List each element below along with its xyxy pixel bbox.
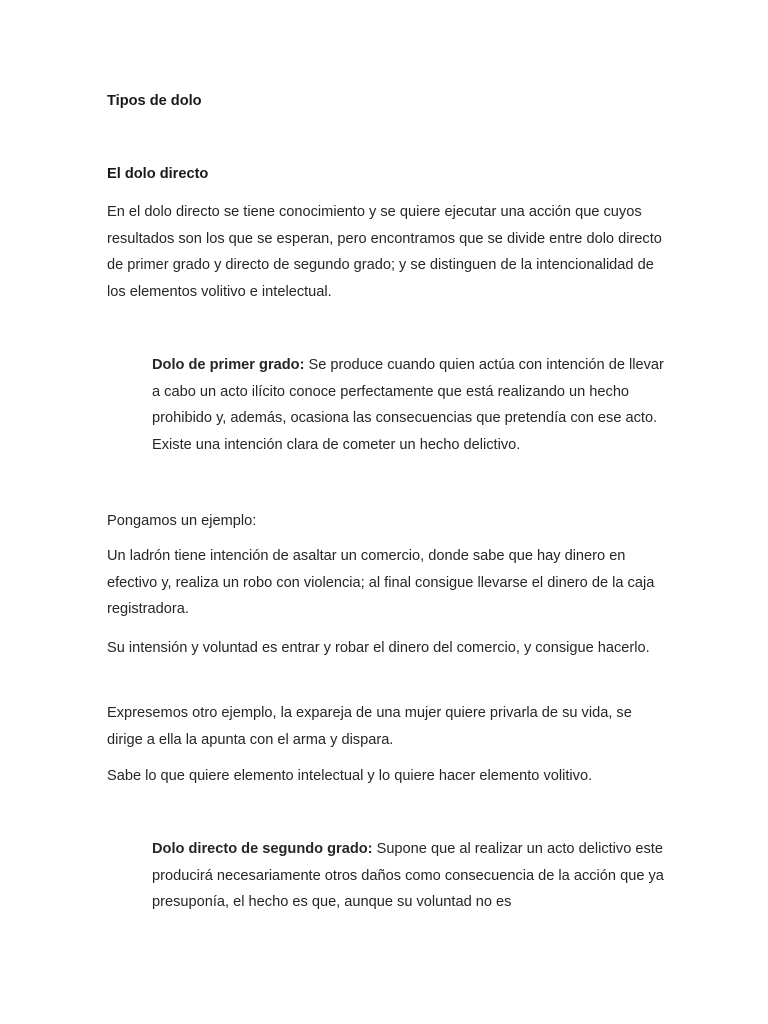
section-heading: El dolo directo xyxy=(107,166,209,182)
document-title: Tipos de dolo xyxy=(107,93,202,109)
example-2-note: Sabe lo que quiere elemento intelectual y lo quiere hacer elemento volitivo. xyxy=(107,768,593,784)
example-1-paragraph: Un ladrón tiene intención de asaltar un comercio, donde sabe que hay dinero en efectivo y, realiza un robo con violencia; al final consigue llevarse el dinero de la caja registradora. xyxy=(107,548,655,618)
first-degree-text: Se produce cuando quien actúa con intención de llevar a cabo un acto ilícito conoce perfectamente que está realizando un hecho prohibido y, además, ocasiona las consecuencias que pretendía con ese acto. Existe una intención clara de cometer un hecho delictivo. xyxy=(152,357,664,454)
example-intro: Pongamos un ejemplo: xyxy=(107,513,257,529)
second-degree-text: Supone que al realizar un acto delictivo este producirá necesariamente otros daños como consecuencia de la acción que ya presuponía, el hecho es que, aunque su voluntad no es xyxy=(152,841,664,911)
intro-paragraph: En el dolo directo se tiene conocimiento y se quiere ejecutar una acción que cuyos resultados son los que se esperan, pero encontramos que se divide entre dolo directo de primer grado y directo de segundo grado; y se distinguen de la intencionalidad de los elementos volitivo e intelectual. xyxy=(107,204,662,301)
first-degree-term: Dolo de primer grado: xyxy=(152,357,305,373)
example-1-note: Su intensión y voluntad es entrar y robar el dinero del comercio, y consigue hacerlo. xyxy=(107,640,650,656)
second-degree-term: Dolo directo de segundo grado: xyxy=(152,841,373,857)
first-degree-paragraph xyxy=(152,352,672,459)
example-2-paragraph: Expresemos otro ejemplo, la expareja de una mujer quiere privarla de su vida, se dirige a ella la apunta con el arma y dispara. xyxy=(107,705,632,748)
second-degree-paragraph xyxy=(152,836,672,916)
